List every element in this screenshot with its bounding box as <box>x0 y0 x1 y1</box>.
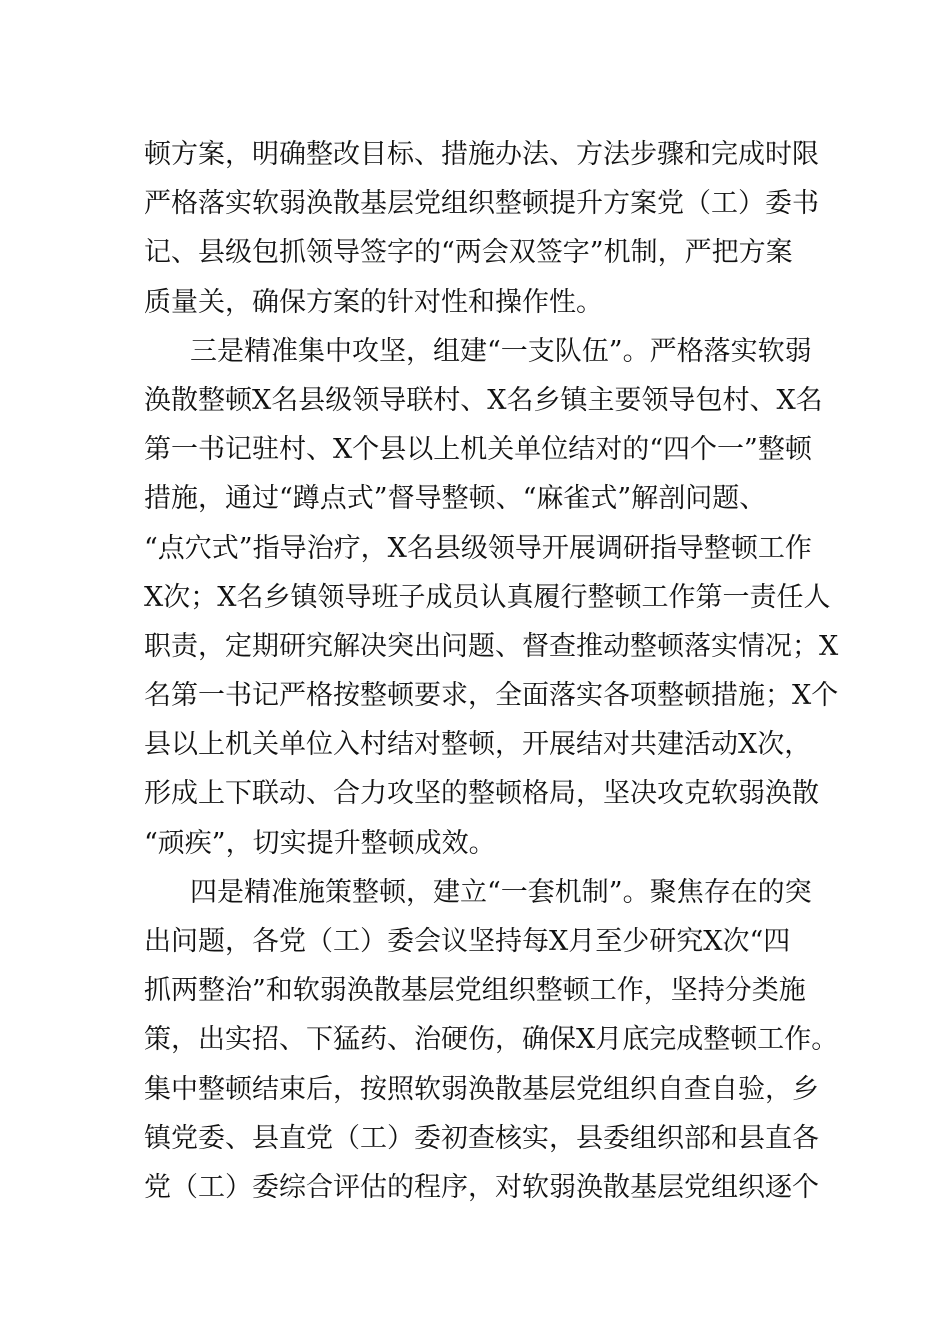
text-line: 质量关，确保方案的针对性和操作性。 <box>144 286 603 318</box>
text-line: 县以上机关单位入村结对整顿，开展结对共建活动X次， <box>144 729 812 761</box>
text-line: 出问题，各党（工）委会议坚持每X月至少研究X次“四 <box>144 926 791 957</box>
text-line: 集中整顿结束后，按照软弱涣散基层党组织自查自验，乡 <box>144 1073 819 1105</box>
text-line: 职责，定期研究解决突出问题、督查推动整顿落实情况；X <box>144 630 839 662</box>
text-line: 严格落实软弱涣散基层党组织整顿提升方案党（工）委书 <box>144 188 819 220</box>
text-line: 抓两整治”和软弱涣散基层党组织整顿工作，坚持分类施 <box>144 975 806 1007</box>
text-line: 名第一书记严格按整顿要求，全面落实各项整顿措施；X个 <box>144 680 839 712</box>
text-line: 形成上下联动、合力攻坚的整顿格局，坚决攻克软弱涣散 <box>144 778 819 810</box>
text-line: 镇党委、县直党（工）委初查核实，县委组织部和县直各 <box>144 1122 819 1154</box>
text-line: 记、县级包抓领导签字的“两会双签字”机制，严把方案 <box>144 237 793 269</box>
document-body-text <box>144 130 839 1212</box>
text-line: 措施，通过“蹲点式”督导整顿、“麻雀式”解剖问题、 <box>144 483 767 515</box>
text-line: 策，出实招、下猛药、治硬伤，确保X月底完成整顿工作。 <box>144 1024 839 1056</box>
paragraph-first-line: 四是精准施策整顿，建立“一套机制”。聚焦存在的突 <box>190 876 812 908</box>
text-line: X次；X名乡镇领导班子成员认真履行整顿工作第一责任人 <box>144 581 831 613</box>
text-line: 党（工）委综合评估的程序，对软弱涣散基层党组织逐个 <box>144 1171 819 1203</box>
paragraph-first-line: 三是精准集中攻坚，组建“一支队伍”。严格落实软弱 <box>190 335 812 367</box>
text-line: 第一书记驻村、X个县以上机关单位结对的“四个一”整顿 <box>144 434 812 466</box>
text-line: “点穴式”指导治疗，X名县级领导开展调研指导整顿工作 <box>144 532 812 564</box>
text-line: 顿方案，明确整改目标、措施办法、方法步骤和完成时限 <box>144 139 819 170</box>
text-line: “顽疾”，切实提升整顿成效。 <box>144 827 496 859</box>
text-line: 涣散整顿X名县级领导联村、X名乡镇主要领导包村、X名 <box>144 384 823 416</box>
